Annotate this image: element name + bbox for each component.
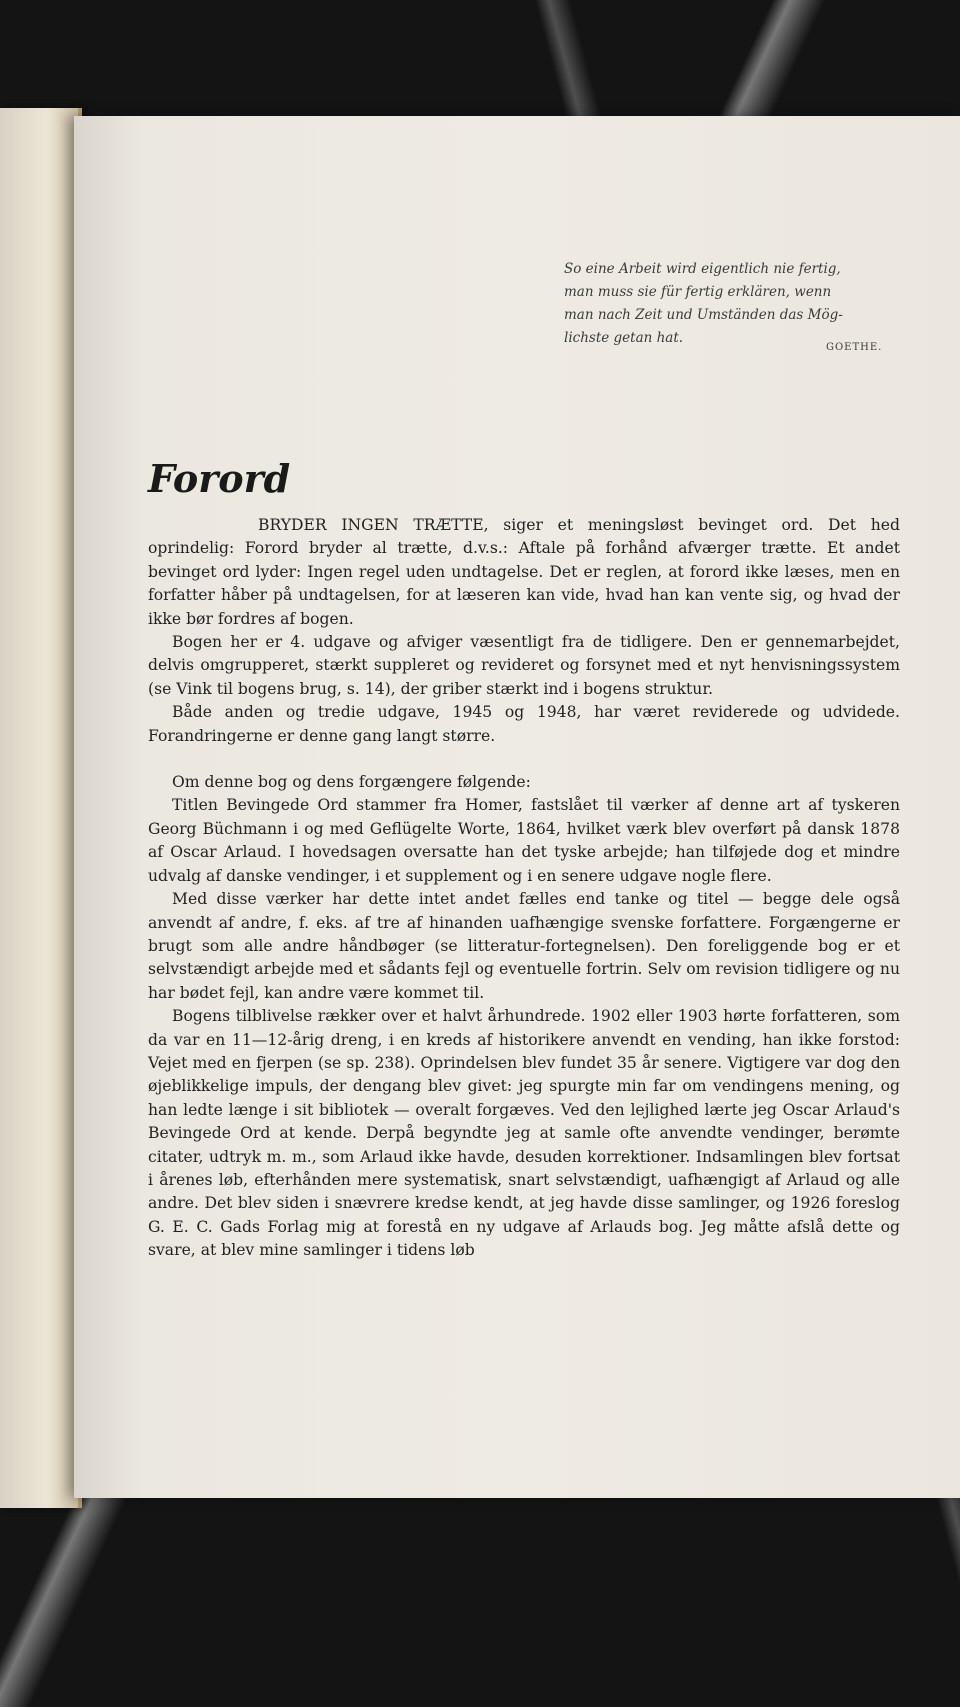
paragraph: Bogen her er 4. udgave og afviger væsentligt fra de tidligere. Den er gennemarbejdet, delvis omgrupperet, stærkt suppleret og revideret og forsynet med et nyt henvisningssystem (se Vink til bogens brug, s. 14), der griber stærkt ind i bogens struktur. <box>148 633 900 698</box>
epigraph-line: So eine Arbeit wird eigentlich nie fertig, <box>564 261 841 277</box>
paragraph: Med disse værker har dette intet andet fælles end tanke og titel — begge dele også anvendt af andre, f. eks. af tre af hinanden uafhængige svenske forfattere. Forgængerne er brugt som alle andre håndbøger (se litteratur-fortegnelsen). Den foreliggende bog er et selvstændigt arbejde med et sådants fejl og eventuelle fortrin. Selv om revision tidligere og nu har bødet fejl, kan andre være kommet til. <box>148 890 900 1002</box>
epigraph-line: man nach Zeit und Umständen das Mög- <box>564 307 843 323</box>
paragraph: Bogens tilblivelse rækker over et halvt århundrede. 1902 eller 1903 hørte forfatteren, som da var en 11—12-årig dreng, i en kreds af historikere anvendt en vending, han ikke forstod: Vejet med en fjerpen (se sp. 238). Oprindelsen blev fundet 35 år senere. Vigtigere var dog den øjeblikkelige impuls, der dengang blev givet: jeg spurgte min far om vendingens mening, og han ledte længe i sit bibliotek — overalt forgæves. Ved den lejlighed lærte jeg Oscar Arlaud's Bevingede Ord at kende. Derpå begyndte jeg at samle ofte anvendte vendinger, berømte citater, udtryk m. m., som Arlaud ikke havde, desuden korrektioner. Indsamlingen blev fortsat i årenes løb, efterhånden mere systematisk, snart selvstændigt, uafhængigt af Arlaud og alle andre. Det blev siden i snævrere kredse kendt, at jeg havde disse samlinger, og 1926 foreslog G. E. C. Gads Forlag mig at forestå en ny udgave af Arlauds bog. Jeg måtte afslå dette og svare, at blev mine samlinger i tidens løb <box>148 1007 900 1260</box>
left-page-edge <box>0 108 82 1508</box>
paragraph: Om denne bog og dens forgængere følgende: <box>172 773 531 792</box>
paragraph: Både anden og tredie udgave, 1945 og 1948, har været reviderede og udvidede. Forandringerne er denne gang langt større. <box>148 703 900 745</box>
paragraph: Titlen Bevingede Ord stammer fra Homer, fastslået til værker af denne art af tyskeren Georg Büchmann i og med Geflügelte Worte, 1864, hvilket værk blev overført på dansk 1878 af Oscar Arlaud. I hovedsagen oversatte han det tyske arbejde; han tilføjede dog et mindre udvalg af danske vendinger, i et supplement og i en senere udgave nogle flere. <box>148 796 900 885</box>
chapter-title: Forord <box>148 456 291 501</box>
body-text <box>148 514 900 1263</box>
epigraph-line: man muss sie für fertig erklären, wenn <box>564 284 832 300</box>
epigraph-author: GOETHE. <box>826 342 883 353</box>
epigraph-line: lichste getan hat. <box>564 330 684 346</box>
epigraph-quote <box>564 258 894 350</box>
paragraph: BRYDER INGEN TRÆTTE, siger et meningsløst bevinget ord. Det hed oprindelig: Forord bryder al trætte, d.v.s.: Aftale på forhånd afværger trætte. Et andet bevinget ord lyder: Ingen regel uden undtagelse. Det er reglen, at forord ikke læses, men en forfatter håber på undtagelsen, for at læseren kan vide, hvad han kan vente sig, og hvad der ikke bør fordres af bogen. <box>148 516 900 628</box>
